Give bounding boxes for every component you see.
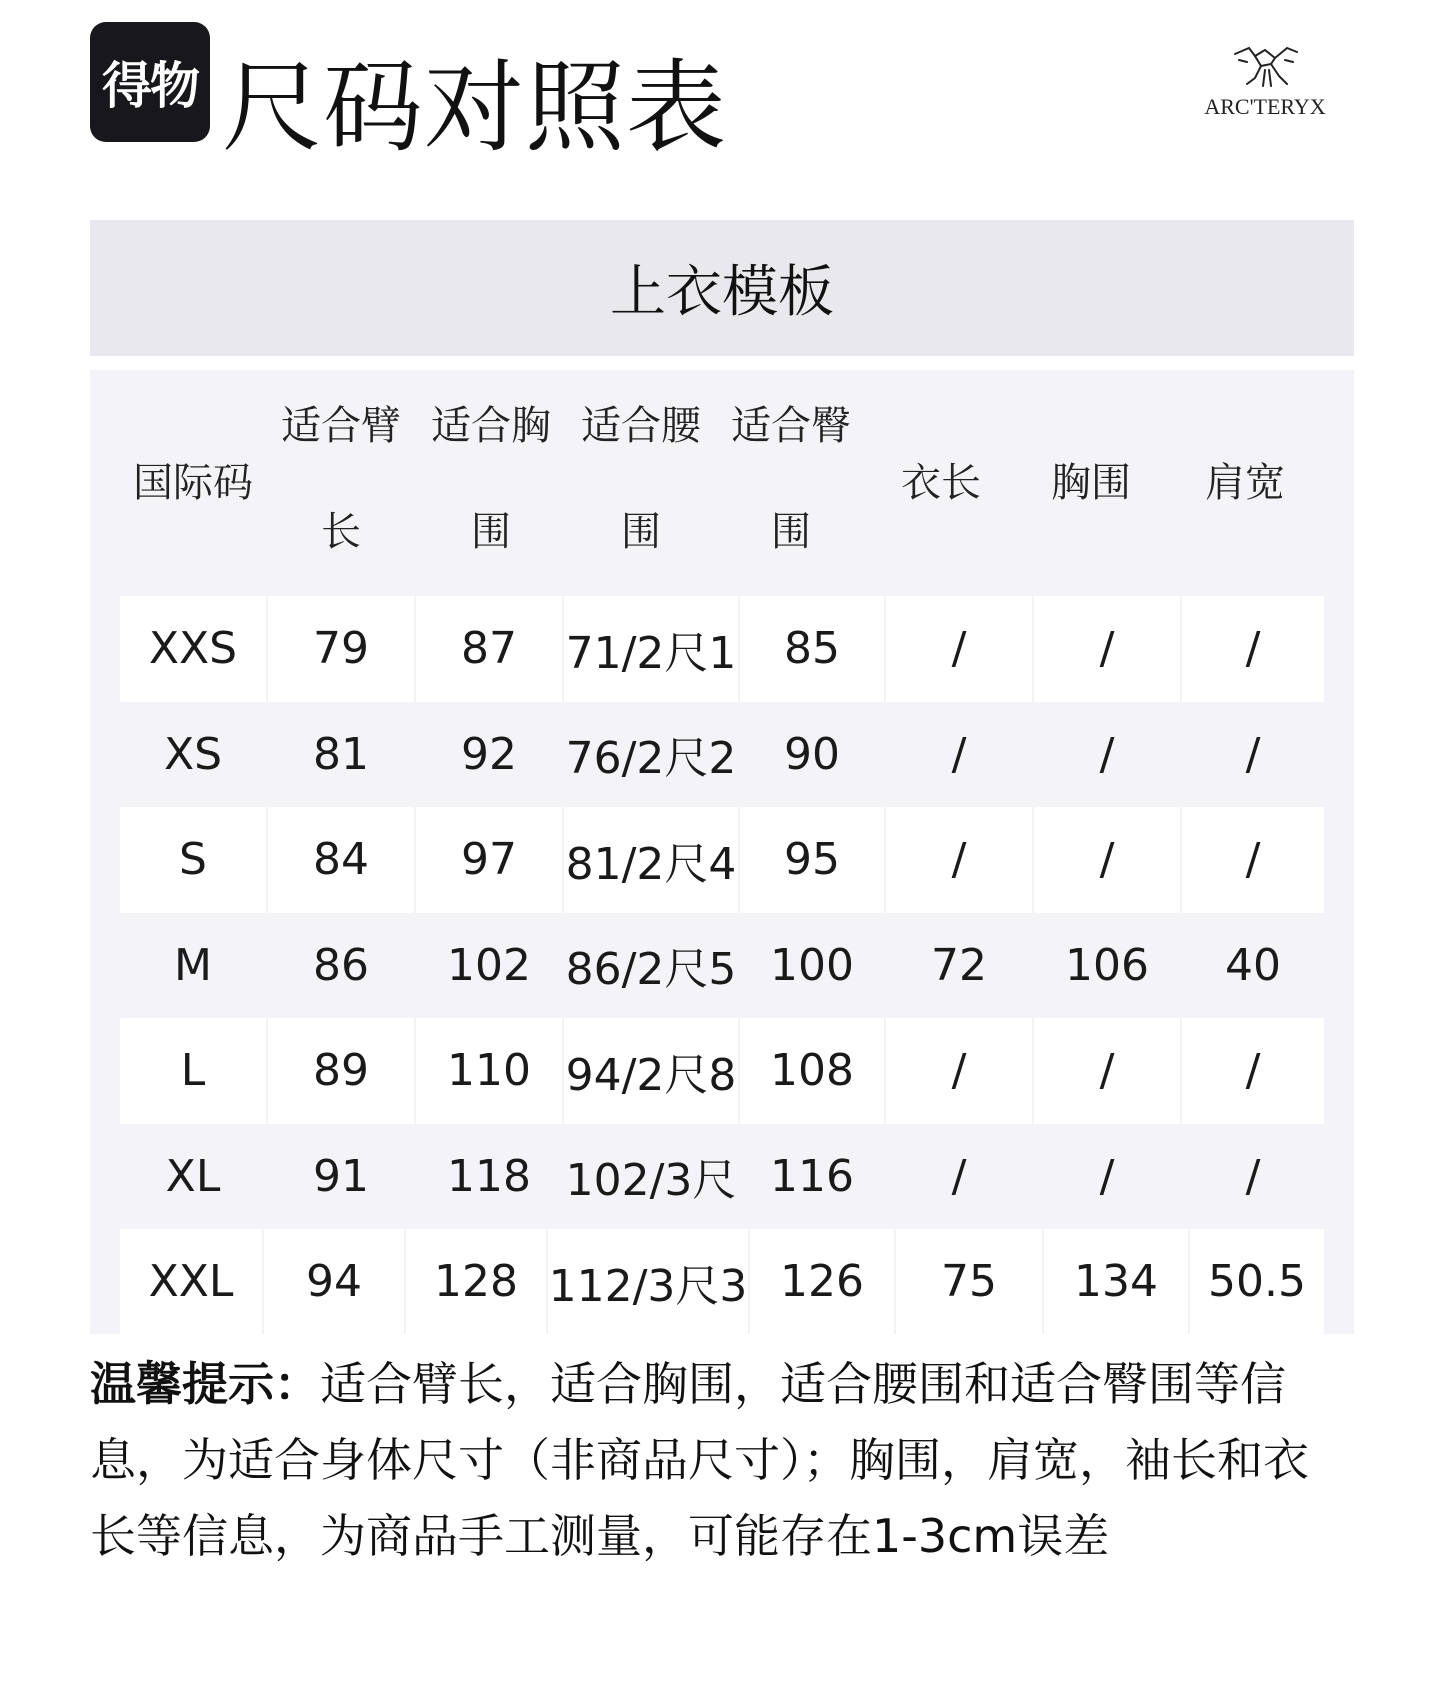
table-cell: 94/2尺8 bbox=[564, 1018, 738, 1124]
table-cell: / bbox=[951, 728, 967, 780]
table-cell: / bbox=[886, 1018, 1032, 1124]
column-header bbox=[566, 370, 716, 596]
tip-note bbox=[90, 1346, 1354, 1574]
table-cell: 102/3尺 bbox=[565, 1155, 737, 1207]
table-cell: 94 bbox=[264, 1229, 404, 1334]
table-cell: 81/2尺4 bbox=[564, 807, 738, 913]
app-logo bbox=[90, 22, 210, 142]
column-header-line2: 长 bbox=[321, 509, 361, 555]
table-cell: 106 bbox=[1065, 939, 1149, 991]
column-header bbox=[1166, 370, 1324, 596]
table-row bbox=[120, 596, 1324, 702]
table-cell: / bbox=[1245, 728, 1261, 780]
column-header bbox=[1016, 370, 1166, 596]
table-cell: 86 bbox=[313, 939, 369, 991]
size-table bbox=[90, 370, 1354, 1334]
table-cell: 91 bbox=[313, 1150, 369, 1202]
table-cell: 40 bbox=[1225, 939, 1281, 991]
table-cell: / bbox=[1182, 596, 1324, 702]
column-header bbox=[866, 370, 1016, 596]
table-cell: 75 bbox=[896, 1229, 1042, 1334]
brand-name: ARC'TERYX bbox=[1204, 94, 1326, 119]
table-cell: / bbox=[886, 596, 1032, 702]
table-cell: 95 bbox=[740, 807, 884, 913]
table-cell: 79 bbox=[268, 596, 414, 702]
table-cell: 87 bbox=[416, 596, 562, 702]
column-header-line1: 衣长 bbox=[901, 460, 981, 506]
table-header-row bbox=[120, 370, 1324, 596]
table-cell: 110 bbox=[416, 1018, 562, 1124]
table-cell: XXS bbox=[120, 596, 266, 702]
tip-text: 适合臂长，适合胸围，适合腰围和适合臀围等信息，为适合身体尺寸（非商品尺寸）；胸围，肩宽，袖长和衣长等信息，为商品手工测量，可能存在1-3cm误差 bbox=[90, 1357, 1309, 1563]
table-row bbox=[120, 702, 1324, 808]
table-row bbox=[120, 1124, 1324, 1230]
table-cell: / bbox=[1034, 1018, 1180, 1124]
table-cell: 72 bbox=[931, 939, 987, 991]
column-header-line2: 围 bbox=[771, 509, 811, 555]
table-cell: XL bbox=[165, 1150, 221, 1202]
table-cell: 116 bbox=[770, 1150, 854, 1202]
table-cell: 71/2尺1 bbox=[564, 596, 738, 702]
table-cell: 102 bbox=[447, 939, 531, 991]
table-cell: L bbox=[120, 1018, 266, 1124]
table-cell: / bbox=[1182, 1018, 1324, 1124]
table-cell: 90 bbox=[784, 728, 840, 780]
table-row bbox=[120, 807, 1324, 913]
table-cell: / bbox=[886, 807, 1032, 913]
page-title: 尺码对照表 bbox=[222, 49, 727, 166]
column-header bbox=[716, 370, 866, 596]
table-cell: M bbox=[174, 939, 212, 991]
column-header-line1: 适合胸 bbox=[431, 403, 551, 449]
table-cell: XS bbox=[163, 728, 223, 780]
brand-logo bbox=[1190, 40, 1340, 130]
section-title: 上衣模板 bbox=[610, 260, 834, 325]
table-cell: / bbox=[1034, 596, 1180, 702]
table-row bbox=[120, 913, 1324, 1019]
table-row bbox=[120, 1018, 1324, 1124]
column-header bbox=[416, 370, 566, 596]
column-header-line1: 适合臂 bbox=[281, 403, 401, 449]
tip-label: 温馨提示： bbox=[90, 1357, 320, 1411]
table-cell: / bbox=[1182, 807, 1324, 913]
table-cell: 128 bbox=[406, 1229, 546, 1334]
column-header-line1: 肩宽 bbox=[1205, 460, 1285, 506]
table-cell: / bbox=[1245, 1150, 1261, 1202]
column-header-line2: 围 bbox=[621, 509, 661, 555]
table-cell: / bbox=[1034, 807, 1180, 913]
table-row bbox=[120, 1229, 1324, 1334]
column-header bbox=[266, 370, 416, 596]
table-cell: 97 bbox=[416, 807, 562, 913]
table-cell: 100 bbox=[770, 939, 854, 991]
table-cell: 92 bbox=[461, 728, 517, 780]
table-cell: 112/3尺3 bbox=[548, 1229, 748, 1334]
table-cell: 84 bbox=[268, 807, 414, 913]
table-cell: 108 bbox=[740, 1018, 884, 1124]
table-cell: 50.5 bbox=[1190, 1229, 1324, 1334]
column-header bbox=[120, 370, 266, 596]
section-banner bbox=[90, 220, 1354, 356]
table-cell: 118 bbox=[447, 1150, 531, 1202]
table-cell: 126 bbox=[750, 1229, 894, 1334]
app-logo-text: 得物 bbox=[102, 57, 198, 115]
table-body bbox=[120, 596, 1324, 1334]
table-cell: 134 bbox=[1044, 1229, 1188, 1334]
column-header-line1: 国际码 bbox=[133, 460, 253, 506]
table-cell: / bbox=[1099, 1150, 1115, 1202]
table-cell: 89 bbox=[268, 1018, 414, 1124]
archaeopteryx-icon bbox=[1225, 40, 1305, 92]
table-cell: 81 bbox=[313, 728, 369, 780]
column-header-line1: 适合腰 bbox=[581, 403, 701, 449]
table-cell: / bbox=[1099, 728, 1115, 780]
table-cell: 76/2尺2 bbox=[565, 733, 737, 785]
table-cell: 86/2尺5 bbox=[565, 944, 737, 996]
table-cell: XXL bbox=[120, 1229, 262, 1334]
table-cell: / bbox=[951, 1150, 967, 1202]
column-header-line2: 围 bbox=[471, 509, 511, 555]
column-header-line1: 胸围 bbox=[1051, 460, 1131, 506]
column-header-line1: 适合臀 bbox=[731, 403, 851, 449]
table-cell: S bbox=[120, 807, 266, 913]
table-cell: 85 bbox=[740, 596, 884, 702]
